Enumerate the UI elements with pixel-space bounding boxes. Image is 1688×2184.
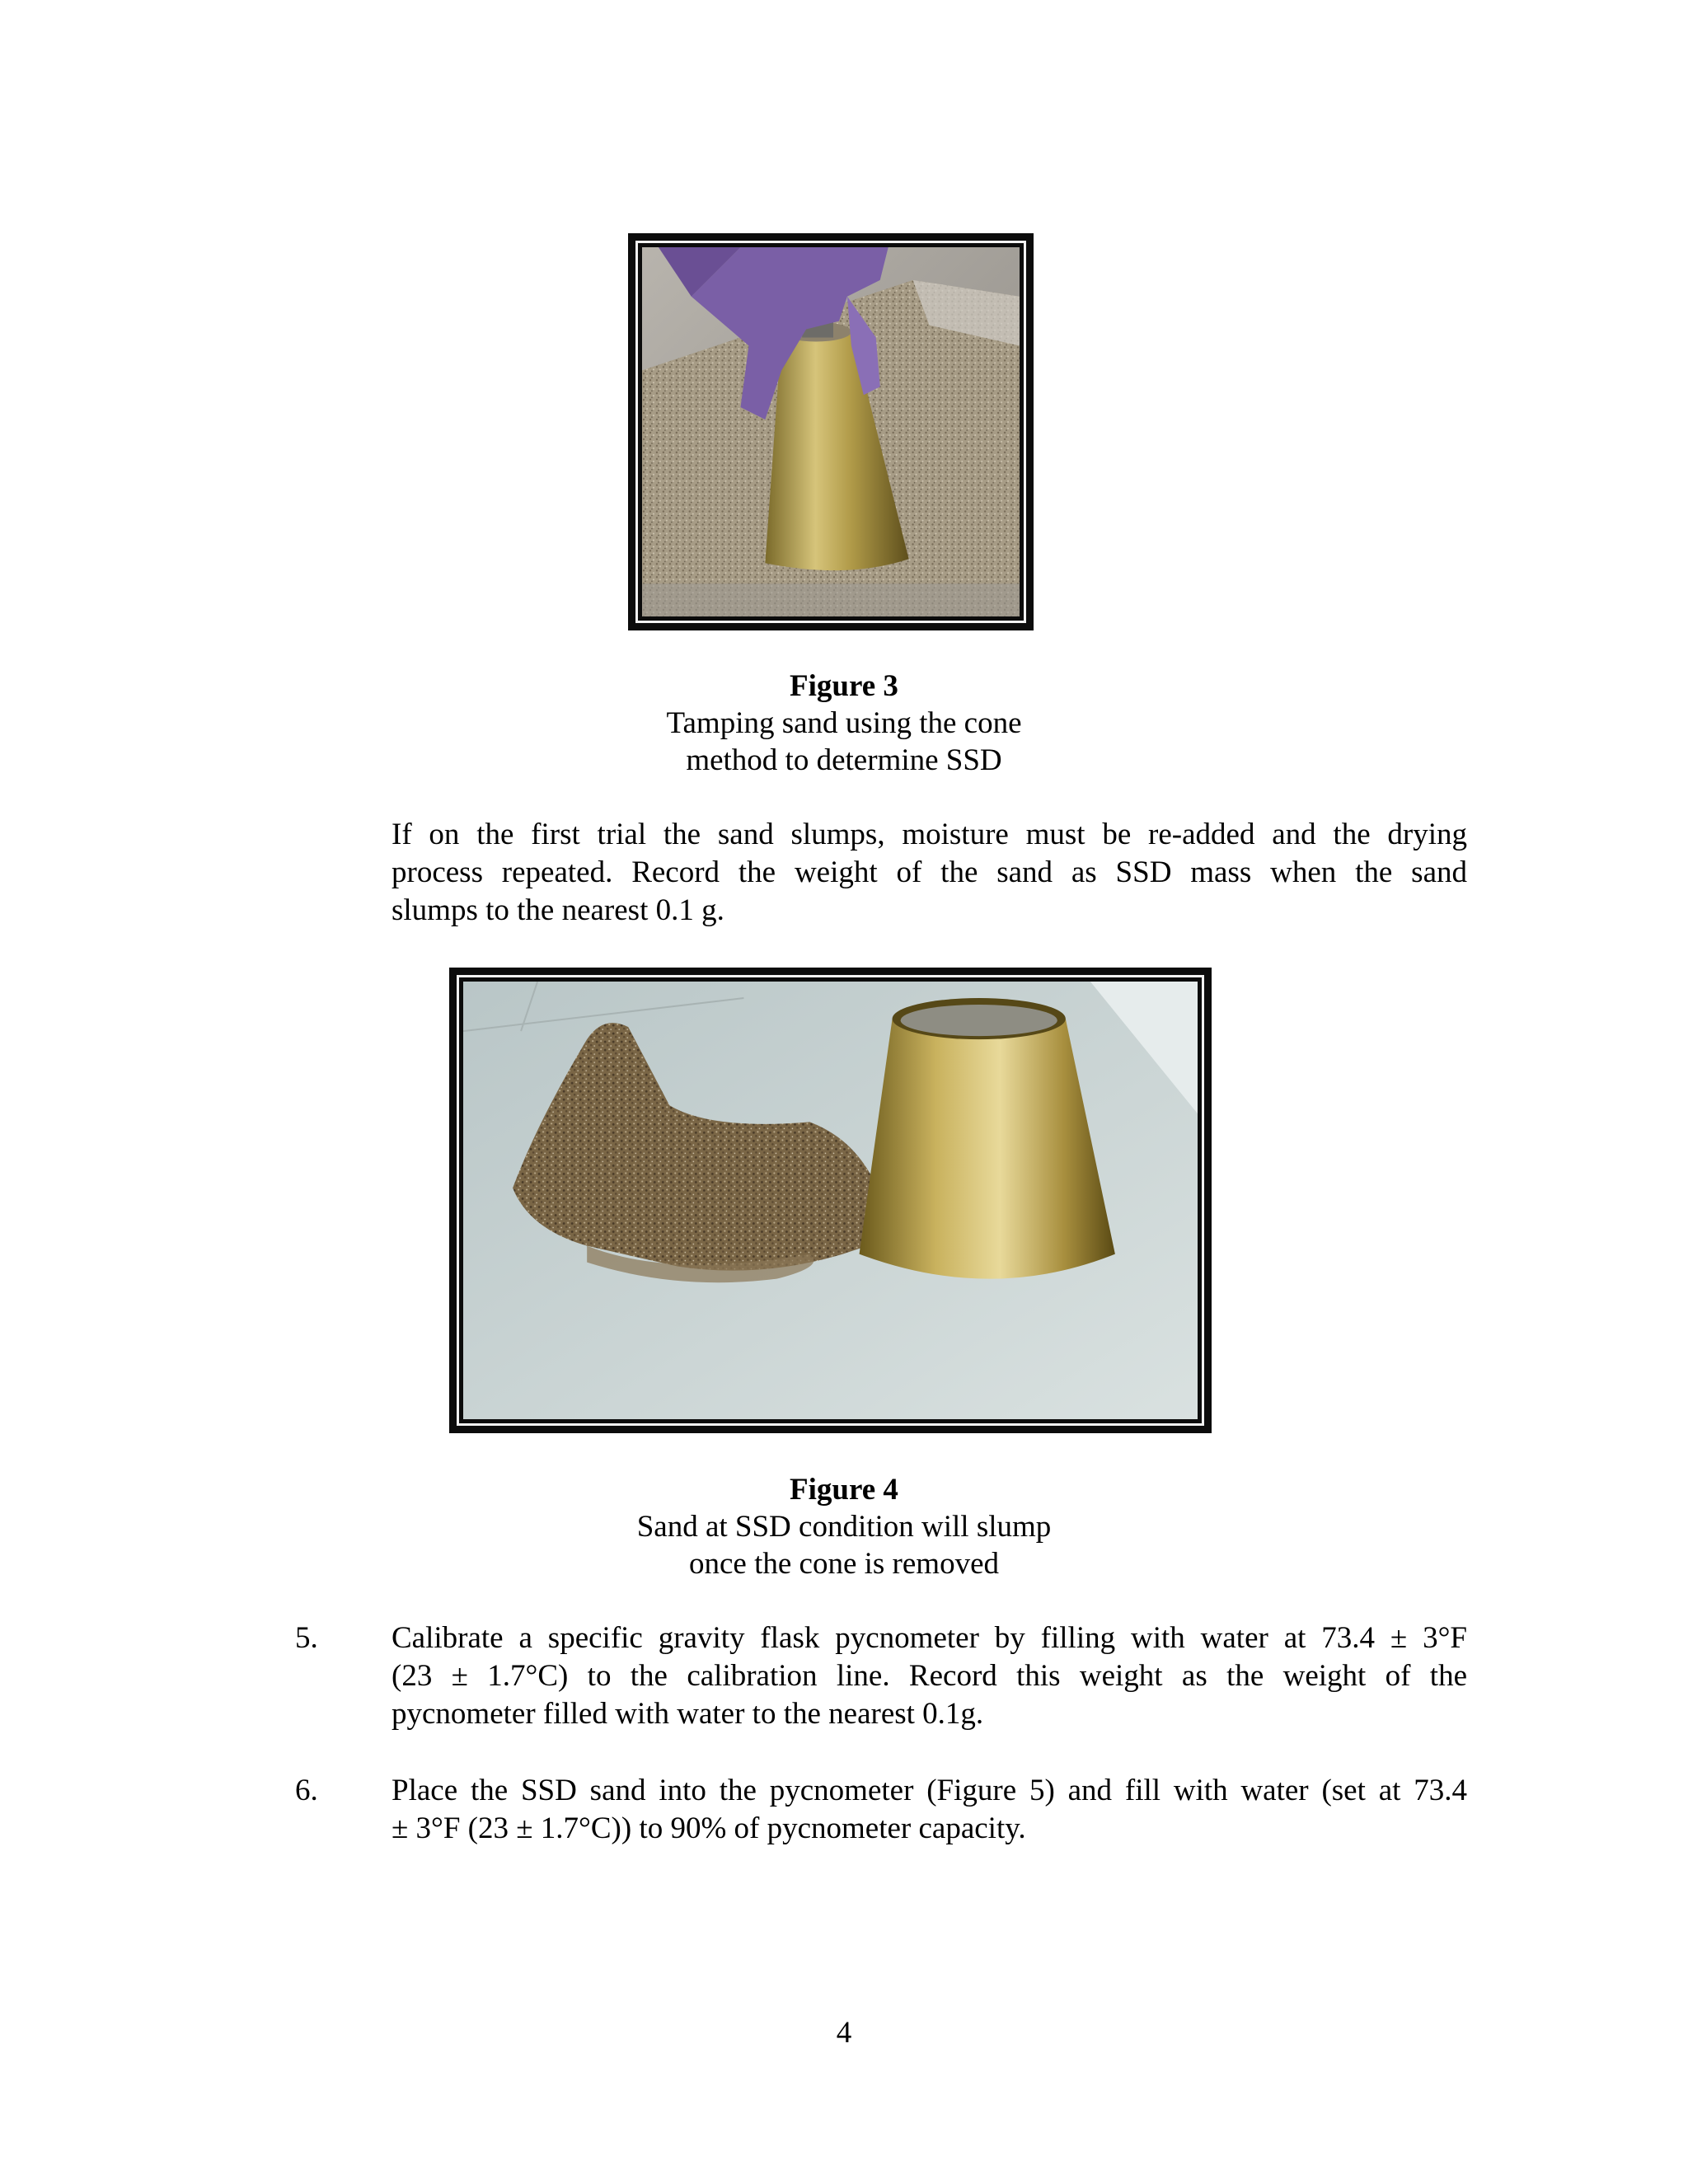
tamping-cone-image: [642, 247, 1020, 616]
step-line: pycnometer filled with water to the nearest 0.1g.: [392, 1697, 984, 1731]
figure-3-caption-line-1: Tamping sand using the cone: [666, 706, 1022, 740]
step-6-text: [392, 1772, 1467, 1848]
step-line: (23 ± 1.7°C) to the calibration line. Record this weight as the weight of the: [392, 1659, 1467, 1693]
figure-4-photo: [449, 968, 1212, 1433]
slumped-sand-image: [463, 982, 1198, 1419]
figure-4-title: Figure 4: [790, 1473, 898, 1507]
figure-3-title: Figure 3: [790, 669, 898, 703]
paragraph-line: process repeated. Record the weight of the sand as SSD mass when the sand: [392, 855, 1467, 889]
page-number: 4: [836, 2016, 852, 2050]
paragraph-line: If on the first trial the sand slumps, moisture must be re-added and the drying: [392, 818, 1467, 851]
step-5-text: [392, 1619, 1467, 1733]
paragraph-sand-slumps: [392, 816, 1467, 930]
step-5-number: 5.: [295, 1621, 318, 1655]
figure-4-caption-line-2: once the cone is removed: [688, 1547, 1000, 1581]
figure-4-caption-line-1: Sand at SSD condition will slump: [636, 1510, 1052, 1544]
figure-4-caption: [0, 1471, 1688, 1582]
paragraph-line: slumps to the nearest 0.1 g.: [392, 893, 724, 927]
step-line: Calibrate a specific gravity flask pycnometer by filling with water at 73.4 ± 3°F: [392, 1621, 1467, 1655]
step-6-number: 6.: [295, 1774, 318, 1807]
step-line: Place the SSD sand into the pycnometer (Figure 5) and fill with water (set at 73.4: [392, 1774, 1467, 1807]
step-line: ± 3°F (23 ± 1.7°C)) to 90% of pycnometer capacity.: [392, 1811, 1026, 1845]
figure-3-photo: [628, 233, 1034, 630]
figure-3-caption-line-2: method to determine SSD: [686, 743, 1002, 777]
figure-3-caption: [0, 668, 1688, 779]
